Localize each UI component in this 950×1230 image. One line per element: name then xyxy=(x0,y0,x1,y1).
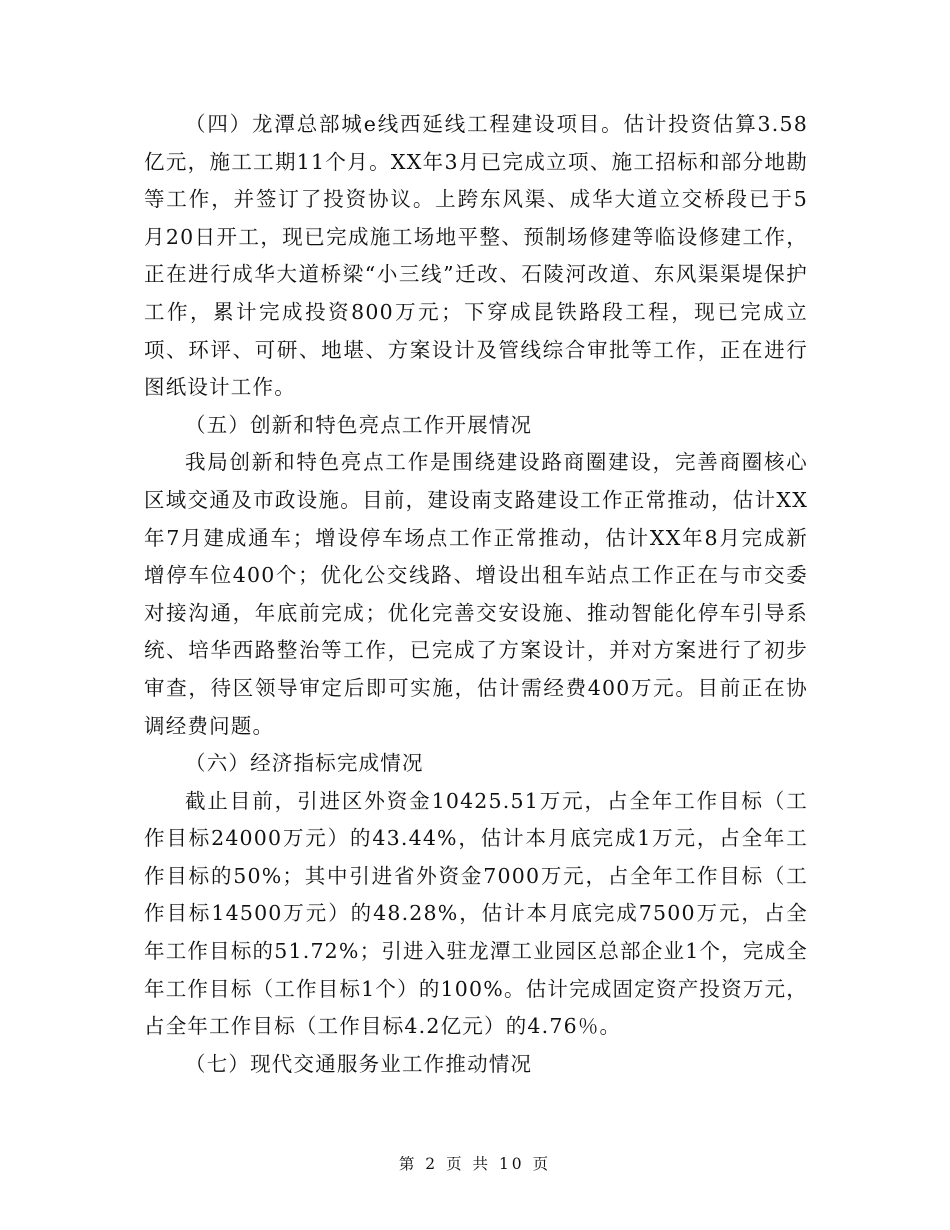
page-footer xyxy=(0,1152,950,1174)
document-body xyxy=(144,106,808,1083)
heading-section-6: （六）经济指标完成情况 xyxy=(185,751,424,776)
paragraph-economic-indicators: 截止目前，引进区外资金10425.51万元，占全年工作目标（工作目标24000万元）的43.44%，估计本月底完成1万元，占全年工作目标的50%；其中引进省外资金7000万元，占全年工作目标（工作目标14500万元）的48.28%，估计本月底完成7500万元，占全年工作目标的51.72%；引进入驻龙潭工业园区总部企业1个，完成全年工作目标（工作目标1个）的100%。估计完成固定资产投资万元，占全年工作目标（工作目标4.2亿元）的4.76％。 xyxy=(144,788,808,1039)
paragraph-innovation: 我局创新和特色亮点工作是围绕建设路商圈建设，完善商圈核心区域交通及市政设施。目前，建设南支路建设工作正常推动，估计XX年7月建成通车；增设停车场点工作正常推动，估计XX年8月完成新增停车位400个；优化公交线路、增设出租车站点工作正在与市交委对接沟通，年底前完成；优化完善交安设施、推动智能化停车引导系统、培华西路整治等工作，已完成了方案设计，并对方案进行了初步审查，待区领导审定后即可实施，估计需经费400万元。目前正在协调经费问题。 xyxy=(144,450,808,738)
heading-section-7: （七）现代交通服务业工作推动情况 xyxy=(185,1051,533,1076)
paragraph-project-4: （四）龙潭总部城e线西延线工程建设项目。估计投资估算3.58亿元，施工工期11个月。XX年3月已完成立项、施工招标和部分地勘等工作，并签订了投资协议。上跨东风渠、成华大道立交桥段已于5月20日开工，现已完成施工场地平整、预制场修建等临设修建工作，正在进行成华大道桥梁“小三线”迁改、石陵河改道、东风渠渠堤保护工作，累计完成投资800万元；下穿成昆铁路段工程，现已完成立项、环评、可研、地堪、方案设计及管线综合审批等工作，正在进行图纸设计工作。 xyxy=(144,112,808,400)
heading-section-5: （五）创新和特色亮点工作开展情况 xyxy=(185,412,533,437)
page-number-label: 第 2 页 共 10 页 xyxy=(398,1155,552,1173)
